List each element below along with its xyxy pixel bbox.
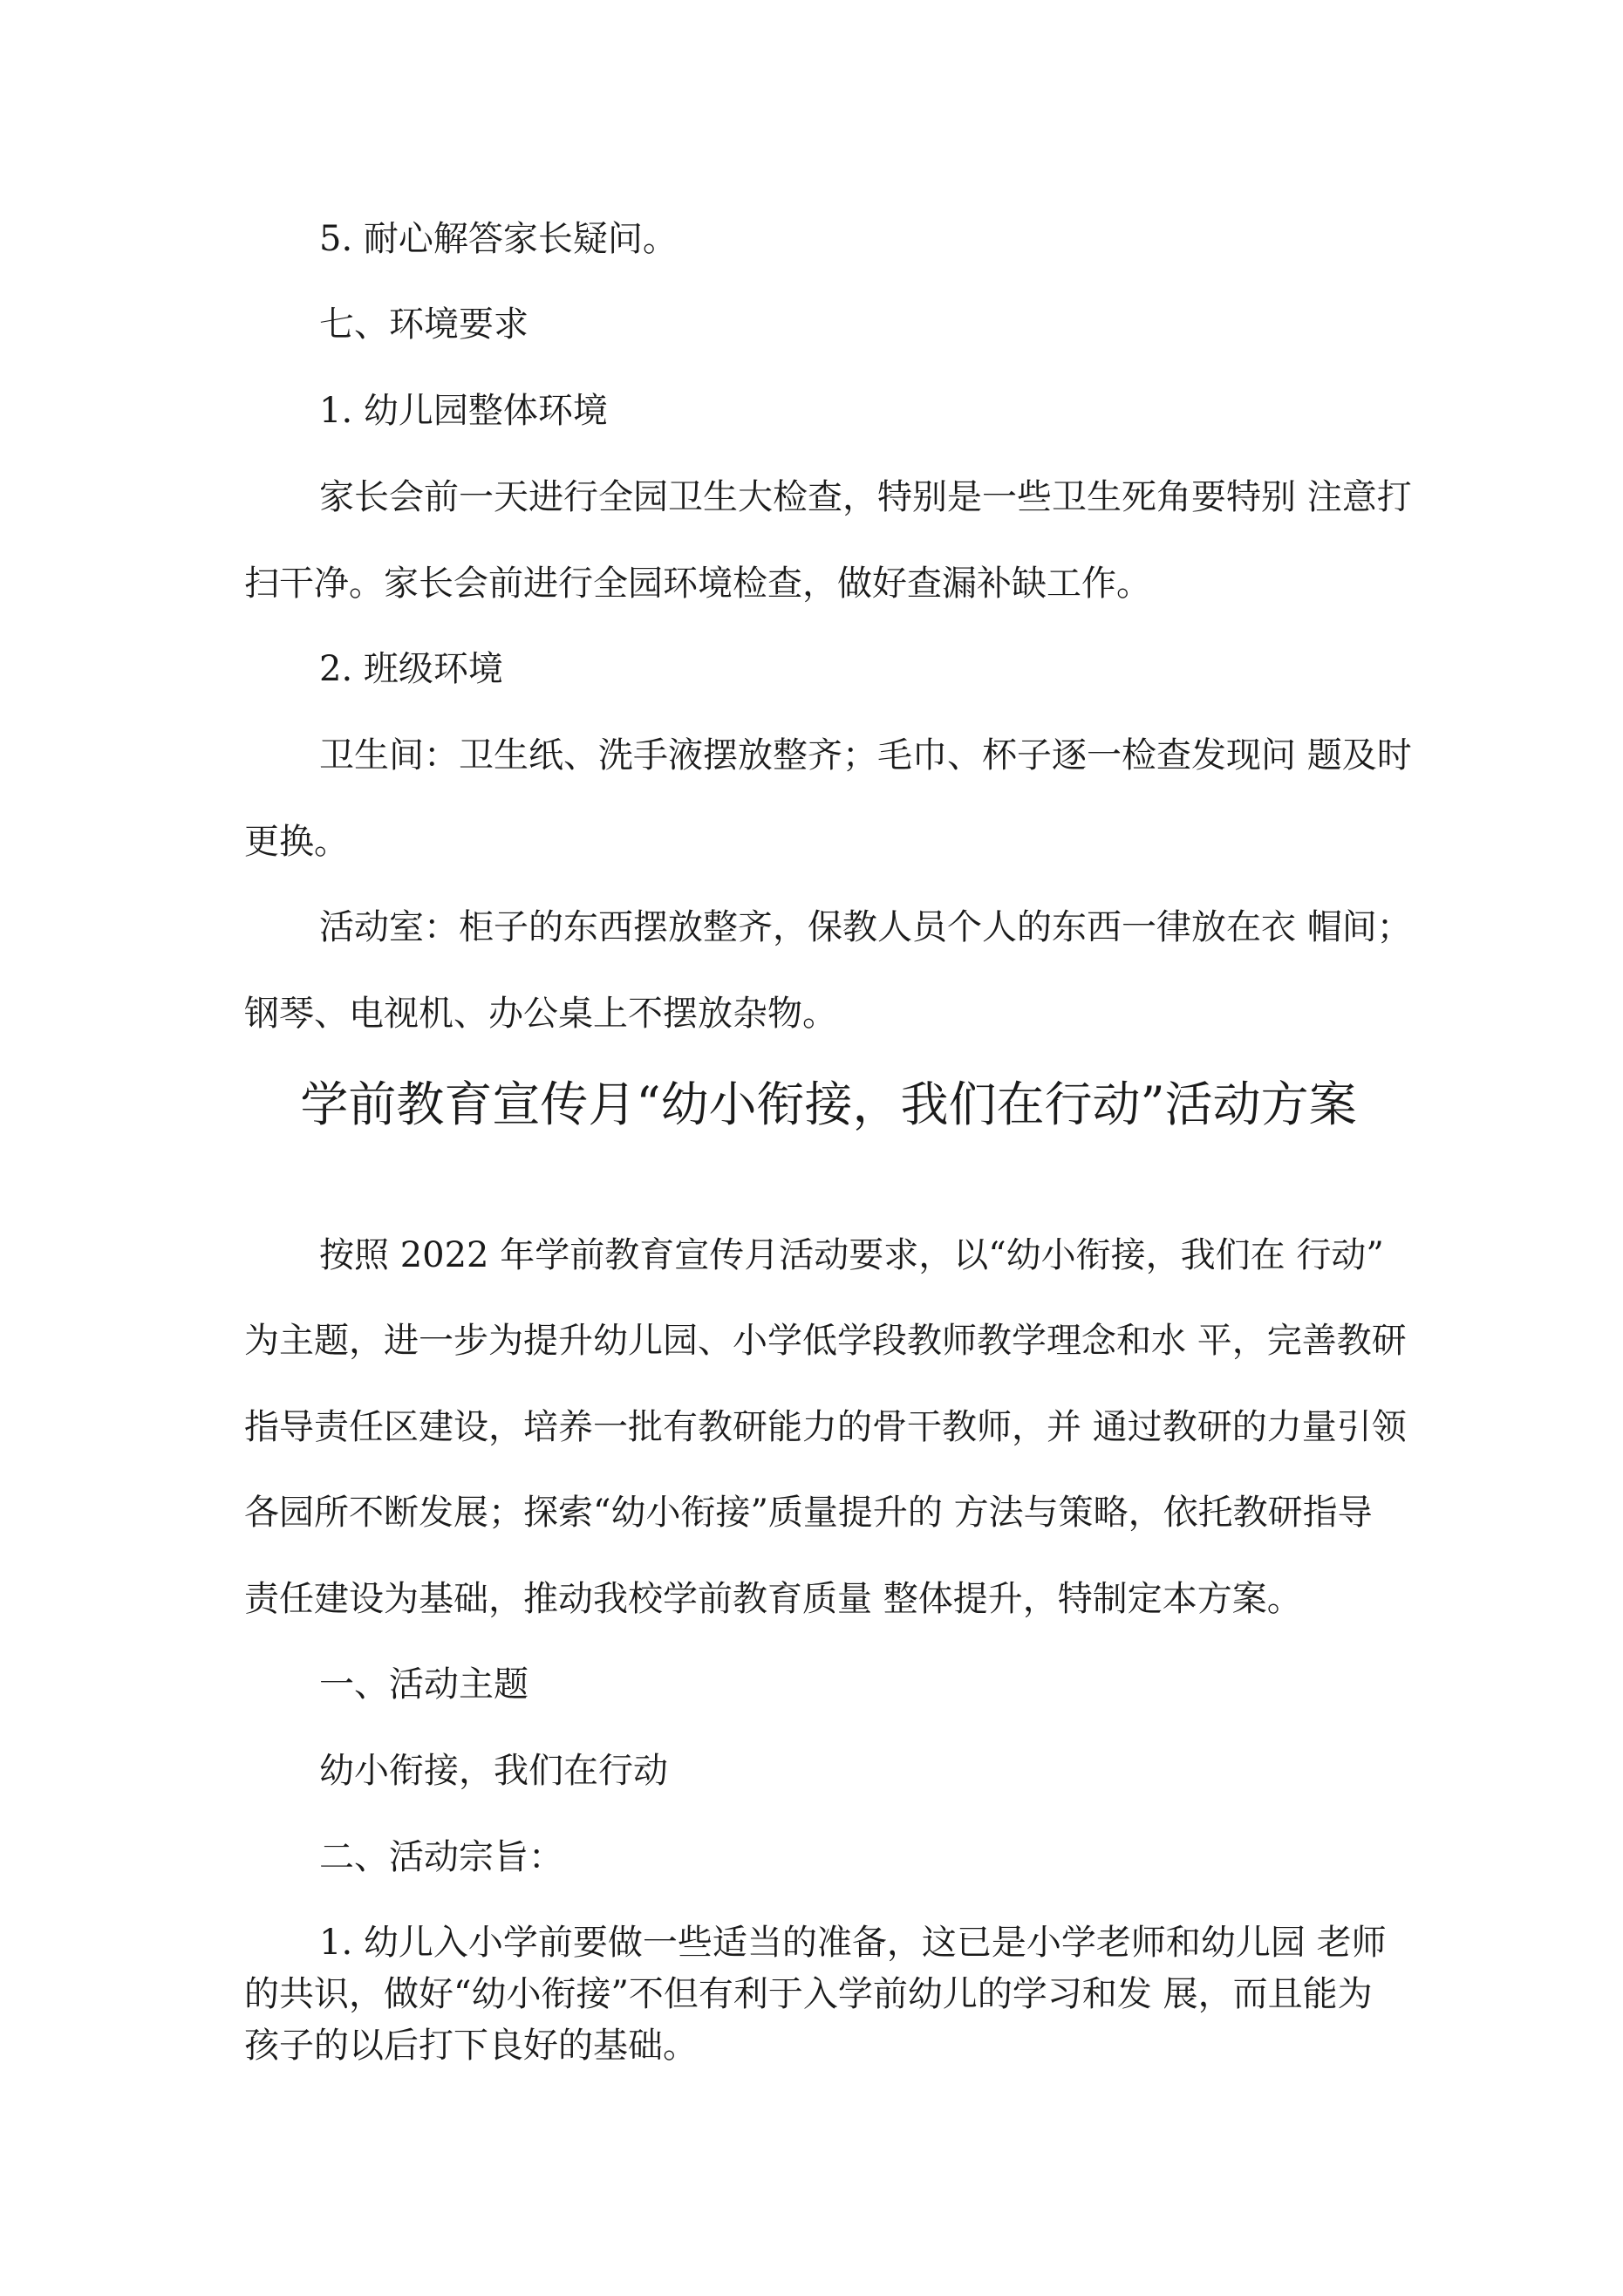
section-heading-7: 七、环境要求 <box>319 304 528 345</box>
section-heading-2: 二、活动宗旨： <box>319 1837 563 1877</box>
paragraph-line: 为主题，进一步为提升幼儿园、小学低学段教师教学理念和水 平，完善教研 <box>244 1321 1407 1361</box>
subheading-2: 2. 班级环境 <box>319 649 503 689</box>
paragraph-line: 各园所不断发展；探索“幼小衔接”质量提升的 方法与策略，依托教研指导 <box>244 1493 1373 1533</box>
paragraph-line: 指导责任区建设，培养一批有教研能力的骨干教师，并 通过教研的力量引领 <box>244 1407 1407 1447</box>
paragraph-line: 钢琴、电视机、办公桌上不摆放杂物。 <box>244 994 837 1034</box>
subheading-1: 1. 幼儿园整体环境 <box>319 391 608 431</box>
document-title: 学前教育宣传月“幼小衔接，我们在行动”活动方案 <box>300 1076 1357 1132</box>
paragraph-line: 活动室：柜子的东西摆放整齐，保教人员个人的东西一律放在衣 帽间； <box>319 907 1412 947</box>
paragraph-line: 家长会前一天进行全园卫生大检查，特别是一些卫生死角要特别 注意打 <box>319 477 1412 517</box>
paragraph-line: 的共识，做好“幼小衔接”不但有利于入学前幼儿的学习和发 展，而且能为 <box>244 1974 1373 2014</box>
list-item-5: 5. 耐心解答家长疑问。 <box>319 219 678 259</box>
paragraph-line: 扫干净。家长会前进行全园环境检查，做好查漏补缺工作。 <box>244 564 1151 604</box>
paragraph-line: 卫生间：卫生纸、洗手液摆放整齐；毛巾、杯子逐一检查发现问 题及时 <box>319 735 1412 776</box>
paragraph-line: 更换。 <box>244 822 349 862</box>
section-heading-1: 一、活动主题 <box>319 1664 528 1705</box>
paragraph-line: 幼小衔接，我们在行动 <box>319 1751 668 1791</box>
paragraph-line: 1. 幼儿入小学前要做一些适当的准备，这已是小学老师和幼儿园 老师 <box>319 1923 1387 1963</box>
paragraph-line: 孩子的以后打下良好的基础。 <box>244 2026 698 2066</box>
paragraph-line: 责任建设为基础，推动我校学前教育质量 整体提升，特制定本方案。 <box>244 1579 1302 1619</box>
paragraph-line: 按照 2022 年学前教育宣传月活动要求，以“幼小衔接，我们在 行动” <box>319 1235 1384 1275</box>
